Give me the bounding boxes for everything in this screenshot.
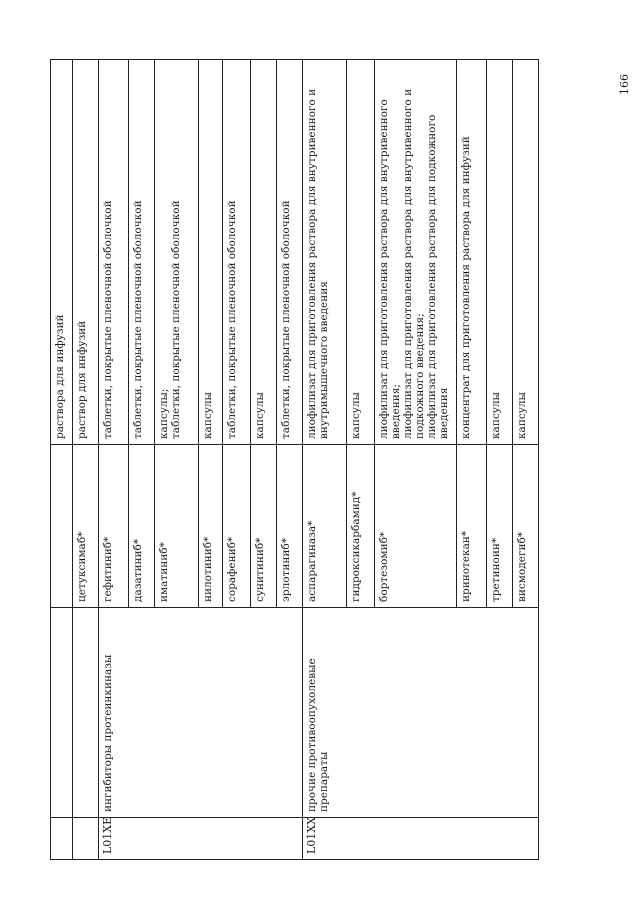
drug-name-cell: дазатиниб* [129, 445, 155, 608]
dosage-form-cell: капсулы [199, 60, 223, 445]
dosage-form-cell: капсулы; таблетки, покрытые пленочной оболочкой [155, 60, 199, 445]
dosage-form-cell: таблетки, покрытые пленочной оболочкой [129, 60, 155, 445]
dosage-form-cell: раствор для инфузий [73, 60, 99, 445]
drug-name-cell: третиноин* [487, 445, 513, 608]
dosage-form-cell: концентрат для приготовления раствора для инфузий [457, 60, 487, 445]
dosage-form-cell: капсулы [487, 60, 513, 445]
dosage-form-cell: капсулы [513, 60, 539, 445]
atc-code-cell [51, 818, 73, 860]
drug-name-cell: сорафениб* [223, 445, 251, 608]
atc-code-cell: L01XE [99, 818, 303, 860]
drug-name-cell: сунитиниб* [251, 445, 277, 608]
drug-name-cell: висмодегиб* [513, 445, 539, 608]
dosage-form-cell: капсулы [251, 60, 277, 445]
drug-name-cell: аспарагиназа* [303, 445, 347, 608]
dosage-form-cell: таблетки, покрытые пленочной оболочкой [277, 60, 303, 445]
drug-name-cell: иринотекан* [457, 445, 487, 608]
dosage-form-cell: раствора для инфузий [51, 60, 73, 445]
table-row [303, 60, 347, 860]
drug-name-cell [51, 445, 73, 608]
page-number: 166 [618, 74, 631, 95]
drug-name-cell: нилотиниб* [199, 445, 223, 608]
drug-table [50, 59, 539, 860]
dosage-form-cell: таблетки, покрытые пленочной оболочкой [223, 60, 251, 445]
group-name-cell: прочие противоопухолевые препараты [303, 608, 539, 818]
table-row [99, 60, 129, 860]
drug-name-cell: бортезомиб* [375, 445, 457, 608]
dosage-form-cell: лиофилизат для приготовления раствора для внутривенного и внутримышечного введения [303, 60, 347, 445]
table-row [51, 60, 73, 860]
atc-code-cell: L01XX [303, 818, 539, 860]
drug-name-cell: гефитиниб* [99, 445, 129, 608]
atc-code-cell [73, 818, 99, 860]
group-name-cell [51, 608, 73, 818]
drug-name-cell: цетуксимаб* [73, 445, 99, 608]
dosage-form-cell: лиофилизат для приготовления раствора для внутривенного введения; лиофилизат для приготовления раствора для внутривенного и подкожного введения; лиофилизат для приготовления раствора для подкожного введения [375, 60, 457, 445]
drug-name-cell: гидроксикарбамид* [347, 445, 375, 608]
group-name-cell [73, 608, 99, 818]
drug-name-cell: эрлотиниб* [277, 445, 303, 608]
drug-name-cell: иматиниб* [155, 445, 199, 608]
table-row [73, 60, 99, 860]
dosage-form-cell: таблетки, покрытые пленочной оболочкой [99, 60, 129, 445]
group-name-cell: ингибиторы протеинкиназы [99, 608, 303, 818]
dosage-form-cell: капсулы [347, 60, 375, 445]
